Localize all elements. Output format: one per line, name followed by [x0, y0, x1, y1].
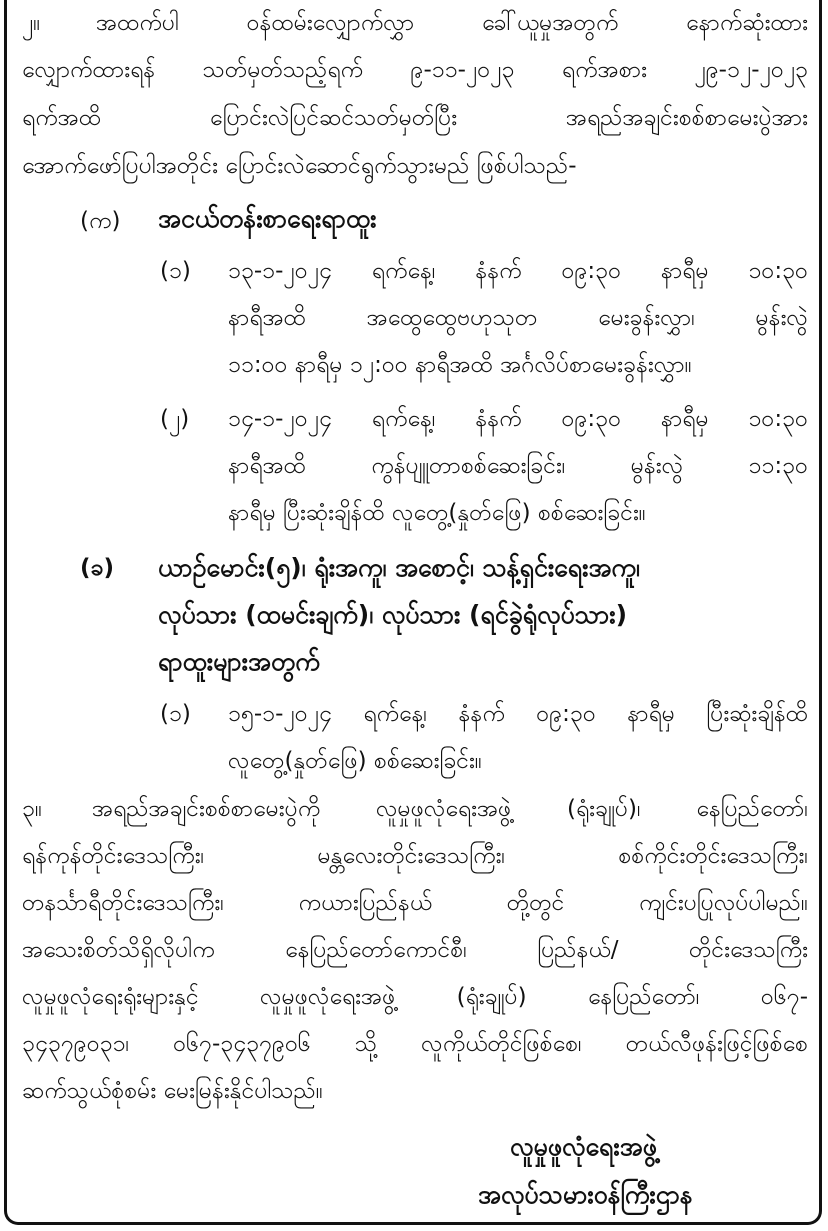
text-line: နာရီအထိ ကွန်ပျူတာစစ်ဆေးခြင်း၊ မွန်းလွဲ ၁၁:၃၀	[228, 453, 808, 479]
text-line: အောက်ဖော်ပြပါအတိုင်း ပြောင်းလဲဆောင်ရွက်သွားမည် ဖြစ်ပါသည်-	[22, 153, 577, 179]
text-line: ၁၃-၁-၂၀၂၄ ရက်နေ့၊ နံနက် ၀၉:၃၀ နာရီမှ ၁၀:၃၀	[228, 258, 808, 284]
text-line: အရည်အချင်းစစ်စာမေးပွဲကို လူမှုဖူလုံရေးအဖွဲ့ (ရုံးချုပ်)၊ နေပြည်တော်၊	[92, 796, 808, 822]
text-line: အထက်ပါ ဝန်ထမ်းလျှောက်လွှာ ခေါ်ယူမှုအတွက် နောက်ဆုံးထား	[96, 10, 808, 36]
text-line: နာရီမှ ပြီးဆုံးချိန်ထိ လူတွေ့(နှုတ်ဖြေ) စစ်ဆေးခြင်း။	[228, 500, 646, 526]
item-marker: (၂)	[160, 406, 190, 432]
section-marker: (က)	[80, 208, 121, 234]
item-marker: (၁)	[160, 258, 191, 284]
text-line: ရက်အထိ ပြောင်းလဲပြင်ဆင်သတ်မှတ်ပြီး အရည်အချင်းစစ်စာမေးပွဲအား	[22, 105, 808, 131]
signature-organization: လူမှုဖူလုံရေးအဖွဲ့	[510, 1132, 657, 1161]
paragraph-number: ၃။	[22, 796, 42, 822]
text-line: နာရီအထိ အထွေထွေဗဟုသုတ မေးခွန်းလွှာ၊ မွန်းလွဲ	[228, 305, 808, 331]
text-line: ၁၁:၀၀ နာရီမှ ၁၂:၀၀ နာရီအထိ အင်္ဂလိပ်စာမေးခွန်းလွှာ။	[228, 352, 692, 378]
text-line: အသေးစိတ်သိရှိလိုပါက နေပြည်တော်ကောင်စီ၊ ပြည်နယ်/ တိုင်းဒေသကြီး	[22, 937, 808, 963]
text-line: လူတွေ့(နှုတ်ဖြေ) စစ်ဆေးခြင်း။	[228, 748, 482, 774]
text-line: ၁၄-၁-၂၀၂၄ ရက်နေ့၊ နံနက် ၀၉:၃၀ နာရီမှ ၁၀:၃၀	[228, 406, 808, 432]
section-marker: (ခ)	[80, 555, 114, 581]
text-line: ၁၅-၁-၂၀၂၄ ရက်နေ့၊ နံနက် ၀၉:၃၀ နာရီမှ ပြီးဆုံးချိန်ထိ	[228, 701, 808, 727]
text-line: လျှောက်ထားရန် သတ်မှတ်သည့်ရက် ၉-၁၁-၂၀၂၃ ရက်အစား ၂၉-၁၂-၂၀၂၃	[22, 57, 808, 83]
text-line: ၃၄၃၇၉၀၃၁၊ ၀၆၇-၃၄၃၇၉၀၆ သို့ လူကိုယ်တိုင်ဖြစ်စေ၊ တယ်လီဖုန်းဖြင့်ဖြစ်စေ	[22, 1031, 808, 1057]
text-line: ရန်ကုန်တိုင်းဒေသကြီး၊ မန္တလေးတိုင်းဒေသကြီး၊ စစ်ကိုင်းတိုင်းဒေသကြီး၊	[22, 843, 808, 869]
item-marker: (၁)	[160, 701, 191, 727]
section-title: အငယ်တန်းစာရေးရာထူး	[158, 204, 377, 233]
text-line: ဆက်သွယ်စုံစမ်း မေးမြန်းနိုင်ပါသည်။	[22, 1078, 323, 1104]
section-title-line: ရာထူးများအတွက်	[158, 647, 320, 676]
signature-ministry: အလုပ်သမားဝန်ကြီးဌာန	[478, 1180, 693, 1209]
paragraph-number: ၂။	[22, 10, 41, 36]
text-line: လူမှုဖူလုံရေးရုံးများနှင့် လူမှုဖူလုံရေးအဖွဲ့ (ရုံးချုပ်) နေပြည်တော်၊ ၀၆၇-	[22, 984, 808, 1010]
section-title-line: ယာဉ်မောင်း(၅)၊ ရုံးအကူ၊ အစောင့်၊ သန့်ရှင်းရေးအကူ၊	[158, 553, 640, 582]
section-title-line: လုပ်သား (ထမင်းချက်)၊ လုပ်သား (ရင်ခွဲရုံလုပ်သား)	[158, 600, 628, 629]
text-line: တနင်္သာရီတိုင်းဒေသကြီး၊ ကယားပြည်နယ် တို့တွင် ကျင်းပပြုလုပ်ပါမည်။	[22, 890, 808, 916]
